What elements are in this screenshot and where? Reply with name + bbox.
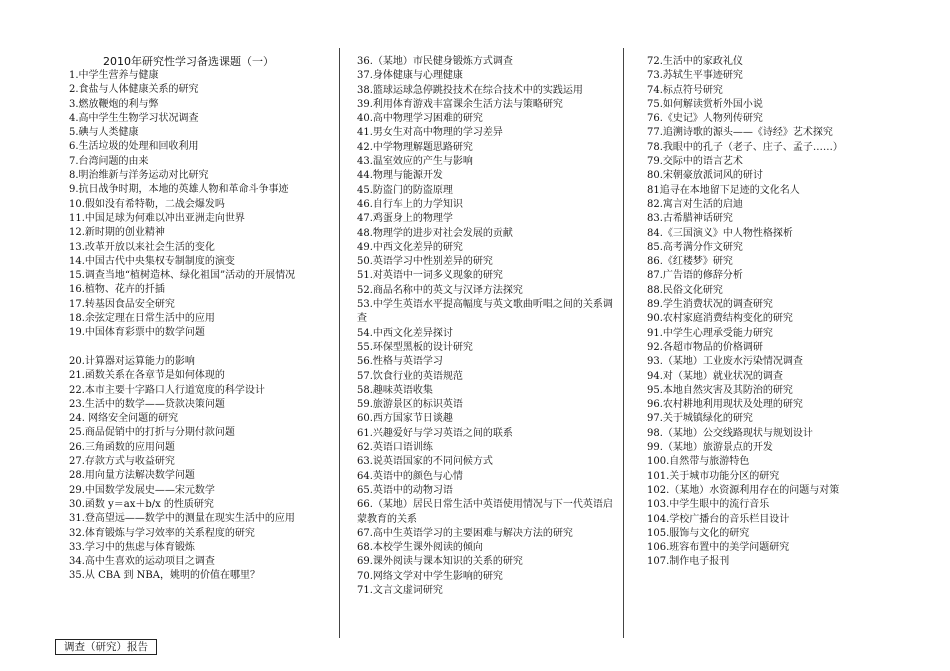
topic-item: 14.中国古代中央集权专制制度的演变	[69, 255, 235, 267]
topic-item: 81追寻在本地留下足迹的文化名人	[647, 184, 800, 196]
topic-item: 73.苏轼生平事迹研究	[647, 70, 743, 82]
topic-item: 37.身体健康与心理健康	[357, 70, 463, 82]
topic-item: 49.中西文化差异的研究	[357, 241, 463, 253]
topic-item: 45.防盗门的防盗原理	[357, 184, 453, 196]
topic-item: 80.宋朝豪放派词风的研讨	[647, 170, 763, 182]
topic-item: 64.英语中的颜色与心情	[357, 470, 463, 482]
topic-list-3	[633, 55, 923, 570]
topic-item: 5.碘与人类健康	[69, 127, 139, 139]
topic-item: 75.如何解读赏析外国小说	[647, 98, 763, 110]
topic-item: 10.假如没有希特勒，二战会爆发吗	[69, 198, 225, 210]
topic-item: 52.商品名称中的英文与汉译方法探究	[357, 284, 523, 296]
topic-item: 50.英语学习中性别差异的研究	[357, 256, 493, 268]
topic-item: 16.植物、花卉的扦插	[69, 284, 165, 296]
topic-item: 55.环保型黑板的设计研究	[357, 341, 473, 353]
topic-item: 83.古希腊神话研究	[647, 213, 733, 225]
topic-item: 76.《史记》人物列传研究	[647, 113, 763, 125]
topic-item: 78.我眼中的孔子（老子、庄子、孟子……）	[647, 141, 843, 153]
topic-item: 38.篮球运球急停跳投技术在综合技术中的实践运用	[357, 84, 583, 96]
topic-item: 43.温室效应的产生与影响	[357, 156, 473, 168]
topic-item: 93.（某地）工业废水污染情况调查	[647, 356, 803, 368]
topic-item: 24. 网络安全问题的研究	[69, 413, 179, 425]
topic-item: 88.民俗文化研究	[647, 284, 723, 296]
topic-item: 20.计算器对运算能力的影响	[69, 355, 195, 367]
topic-item: 2.食盐与人体健康关系的研究	[69, 84, 199, 96]
topic-item: 33.学习中的焦虑与体育锻炼	[69, 541, 195, 553]
topic-item: 8.明治维新与洋务运动对比研究	[69, 170, 209, 182]
column-3	[633, 55, 923, 570]
topic-item: 99.（某地）旅游景点的开发	[647, 442, 773, 454]
topic-item: 1.中学生营养与健康	[69, 70, 159, 81]
topic-item: 79.交际中的语言艺术	[647, 156, 743, 168]
topic-item: 4.高中学生生物学习状况调查	[69, 112, 199, 124]
topic-item: 61.兴趣爱好与学习英语之间的联系	[357, 427, 513, 439]
topic-item: 11.中国足球为何难以冲出亚洲走向世界	[69, 212, 245, 224]
title: 2010年研究性学习备选课题（一）	[103, 55, 274, 68]
topic-item: 28.用向量方法解决数学问题	[69, 470, 195, 482]
topic-item: 12.新时期的创业精神	[69, 227, 165, 239]
topic-item: 36.（某地）市民健身锻炼方式调查	[357, 56, 513, 67]
topic-item: 32.体育锻炼与学习效率的关系程度的研究	[69, 527, 255, 539]
topic-item: 46.自行车上的力学知识	[357, 198, 463, 210]
topic-item: 97.关于城镇绿化的研究	[647, 413, 753, 425]
topic-item: 34.高中生喜欢的运动项目之调查	[69, 556, 215, 568]
report-section-box: 调查（研究）报告	[55, 639, 157, 655]
topic-item: 72.生活中的家政礼仪	[647, 56, 743, 67]
topic-item: 63.说英语国家的不同问候方式	[357, 456, 493, 468]
topic-item: 6.生活垃圾的处理和回收利用	[69, 141, 199, 153]
topic-item: 54.中西文化差异探讨	[357, 327, 453, 339]
column-divider-1	[339, 48, 340, 638]
topic-item: 13.改革开放以来社会生活的变化	[69, 241, 215, 253]
topic-item: 29.中国数学发展史——宋元数学	[69, 484, 215, 496]
topic-item: 89.学生消费状况的调查研究	[647, 299, 773, 311]
topic-item: 51.对英语中一词多义现象的研究	[357, 270, 503, 282]
topic-item: 25.商品促销中的打折与分期付款问题	[69, 427, 235, 439]
topic-item: 101.关于城市功能分区的研究	[647, 470, 780, 482]
topic-item: 104.学校广播台的音乐栏目设计	[647, 513, 790, 525]
topic-item: 47.鸡蛋身上的物理学	[357, 213, 453, 225]
topic-item: 53.中学生英语水平提高幅度与英文歌曲听唱之间的关系调查	[357, 299, 613, 325]
topic-item: 23.生活中的数学——贷款决策问题	[69, 398, 225, 410]
topic-item: 74.标点符号研究	[647, 84, 723, 96]
topic-item: 66.（某地）居民日常生活中英语使用情况与下一代英语启蒙教育的关系	[357, 499, 613, 525]
column-2	[343, 55, 615, 598]
topic-item: 40.高中物理学习困难的研究	[357, 113, 483, 125]
topic-item: 85.高考满分作文研究	[647, 241, 743, 253]
topic-item: 90.农村家庭消费结构变化的研究	[647, 313, 793, 325]
topic-item: 57.饮食行业的英语规范	[357, 370, 463, 382]
column-1	[55, 69, 335, 584]
topic-item: 44.物理与能源开发	[357, 170, 443, 182]
topic-item: 65.英语中的动物习语	[357, 484, 453, 496]
topic-item: 27.存款方式与收益研究	[69, 456, 175, 468]
topic-item: 102.（某地）水资源利用存在的问题与对策	[647, 484, 840, 496]
topic-item: 98.（某地）公交线路现状与规划设计	[647, 427, 813, 439]
topic-item: 39.利用体育游戏丰富课余生活方法与策略研究	[357, 98, 563, 110]
topic-item: 22.本市主要十字路口人行道宽度的科学设计	[69, 384, 265, 396]
topic-item: 18.余弦定理在日常生活中的应用	[69, 313, 215, 325]
topic-item: 86.《红楼梦》研究	[647, 256, 733, 268]
topic-item: 41.男女生对高中物理的学习差异	[357, 127, 503, 139]
topic-item: 96.农村耕地利用现状及处理的研究	[647, 399, 803, 411]
topic-item: 70.网络文学对中学生影响的研究	[357, 570, 503, 582]
topic-item: 62.英语口语训练	[357, 442, 433, 454]
topic-item: 42.中学物理解题思路研究	[357, 141, 473, 153]
topic-item: 58.趣味英语收集	[357, 384, 433, 396]
topic-item: 48.物理学的进步对社会发展的贡献	[357, 227, 513, 239]
topic-item: 31.登高望远——数学中的测量在现实生活中的应用	[69, 513, 295, 525]
topic-item: 67.高中生英语学习的主要困难与解决方法的研究	[357, 527, 573, 539]
topic-item: 77.追溯诗歌的源头——《诗经》艺术探究	[647, 127, 833, 139]
topic-item: 9.抗日战争时期，本地的英雄人物和革命斗争事迹	[69, 184, 289, 196]
topic-item: 21.函数关系在各章节是如何体现的	[69, 370, 225, 382]
topic-item: 82.寓言对生活的启迪	[647, 198, 743, 210]
topic-item: 30.函数 y＝ax＋b/x 的性质研究	[69, 498, 214, 510]
topic-item: 94.对（某地）就业状况的调查	[647, 370, 783, 382]
topic-item: 60.西方国家节日谈趣	[357, 413, 453, 425]
topic-item: 35.从 CBA 到 NBA，姚明的价值在哪里？	[69, 570, 260, 582]
topic-item: 71.文言文虚词研究	[357, 584, 443, 596]
column-divider-2	[623, 48, 624, 638]
topic-list-1	[55, 69, 335, 584]
topic-item: 19.中国体育彩票中的数学问题	[69, 327, 205, 339]
topic-item: 103.中学生眼中的流行音乐	[647, 499, 770, 511]
topic-item: 26.三角函数的应用问题	[69, 441, 175, 453]
topic-item: 15.调查当地“植树造林、绿化祖国”活动的开展情况	[69, 270, 296, 282]
topic-item: 3.燃放鞭炮的利与弊	[69, 98, 159, 110]
topic-item: 68.本校学生课外阅读的倾向	[357, 542, 483, 554]
topic-item: 106.班容布置中的美学问题研究	[647, 542, 790, 554]
topic-item: 87.广告语的修辞分析	[647, 270, 743, 282]
topic-item: 84.《三国演义》中人物性格探析	[647, 227, 793, 239]
topic-item: 59.旅游景区的标识英语	[357, 399, 463, 411]
topic-item: 92.各超市物品的价格调研	[647, 341, 763, 353]
topic-item: 105.服饰与文化的研究	[647, 527, 750, 539]
topic-item: 91.中学生心理承受能力研究	[647, 327, 773, 339]
topic-item: 17.转基因食品安全研究	[69, 298, 175, 310]
topic-item: 56.性格与英语学习	[357, 356, 443, 368]
topic-item: 100.自然带与旅游特色	[647, 456, 750, 468]
topic-item: 7.台湾问题的由来	[69, 155, 149, 167]
topic-list-2	[343, 55, 615, 598]
topic-item: 107.制作电子报刊	[647, 556, 730, 568]
topic-item: 95.本地自然灾害及其防治的研究	[647, 384, 793, 396]
topic-item: 69.课外阅读与课本知识的关系的研究	[357, 556, 523, 568]
